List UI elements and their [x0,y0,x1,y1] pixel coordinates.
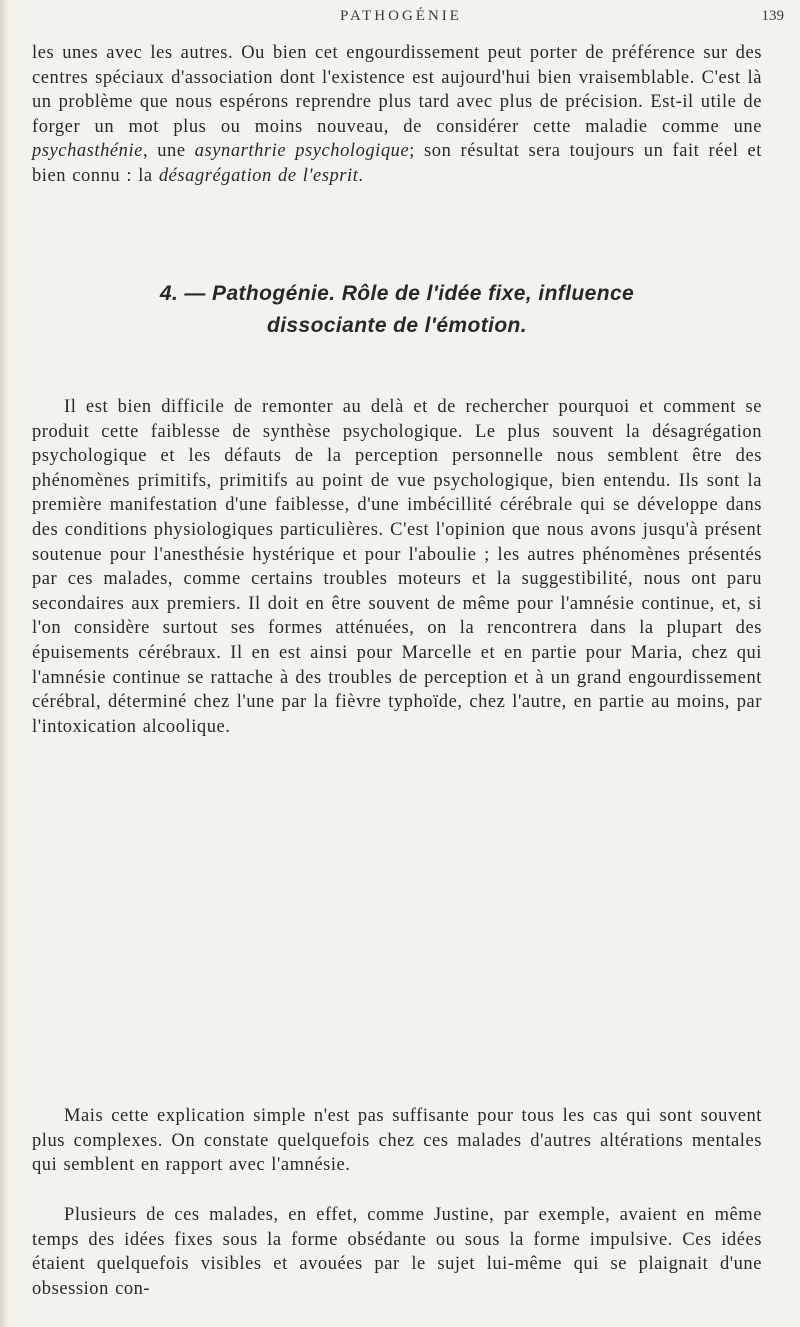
page-number: 139 [761,8,784,24]
section-heading-line-1: 4. — Pathogénie. Rôle de l'idée fixe, influence [159,282,635,305]
term-psychasthenie: psychasthénie [32,141,143,162]
intro-text-4: . [358,165,364,186]
intro-paragraph [32,41,762,189]
intro-text-1: les unes avec les autres. Ou bien cet engourdissement peut porter de préférence sur des centres spéciaux d'association dont l'existence est aujourd'hui bien vraisemblable. C'est là un problème que nous espérons reprendre plus tard avec plus de précision. Est-il utile de forger un mot plus ou moins nouveau, de considérer cette maladie comme une [32,43,762,137]
intro-text-3: ; son résultat sera toujours un fait réel et bien connu : la [32,141,762,186]
body-paragraph-2: Mais cette explication simple n'est pas suffisante pour tous les cas qui sont souvent plus complexes. On constate quelquefois chez ces malades d'autres altérations mentales qui semblent en rapport avec l'amnésie. [32,1106,762,1176]
term-asynarthrie: asynarthrie psychologique [194,141,410,162]
section-heading [32,278,762,342]
page-header [0,8,800,34]
running-head: PATHOGÉNIE [340,8,462,24]
body-paragraph-1: Il est bien difficile de remonter au delà et de rechercher pourquoi et comment se produit cette faiblesse de synthèse psychologique. Le plus souvent la désagrégation psychologique et les défauts de la perception personnelle nous semblent être des phénomènes primitifs, primitifs au point de vue psychologique, bien entendu. Ils sont la première manifestation d'une faiblesse, d'une imbécillité cérébrale qui se développe dans des conditions physiologiques particulières. C'est l'opinion que nous avons jusqu'à présent soutenue pour l'anesthésie hystérique et pour l'aboulie ; les autres phénomènes présentés par ces malades, comme certains troubles moteurs et la suggestibilité, nous ont paru secondaires aux premiers. Il doit en être souvent de même pour l'amnésie continue, et, si l'on considère surtout ses formes atténuées, on la rencontrera dans la plupart des épuisements cérébraux. Il en est ainsi pour Marcelle et en partie pour Maria, chez qui l'amnésie continue se rattache à des troubles de perception et à un grand engourdissement cérébral, déterminé chez l'une par la fièvre typhoïde, chez l'autre, en partie au moins, par l'intoxication alcoolique. [32,397,762,737]
term-desagregation: désagrégation de l'esprit [158,165,359,186]
page-binding-edge [0,0,10,1327]
body-paragraph-3: Plusieurs de ces malades, en effet, comme Justine, par exemple, avaient en même temps des idées fixes sous la forme obsédante ou sous la forme impulsive. Ces idées étaient quelquefois visibles et avouées par le sujet lui-même qui se plaignait d'une obsession con- [32,1205,762,1299]
section-heading-line-2: dissociante de l'émotion. [266,314,528,337]
intro-text-2: , une [142,141,195,162]
